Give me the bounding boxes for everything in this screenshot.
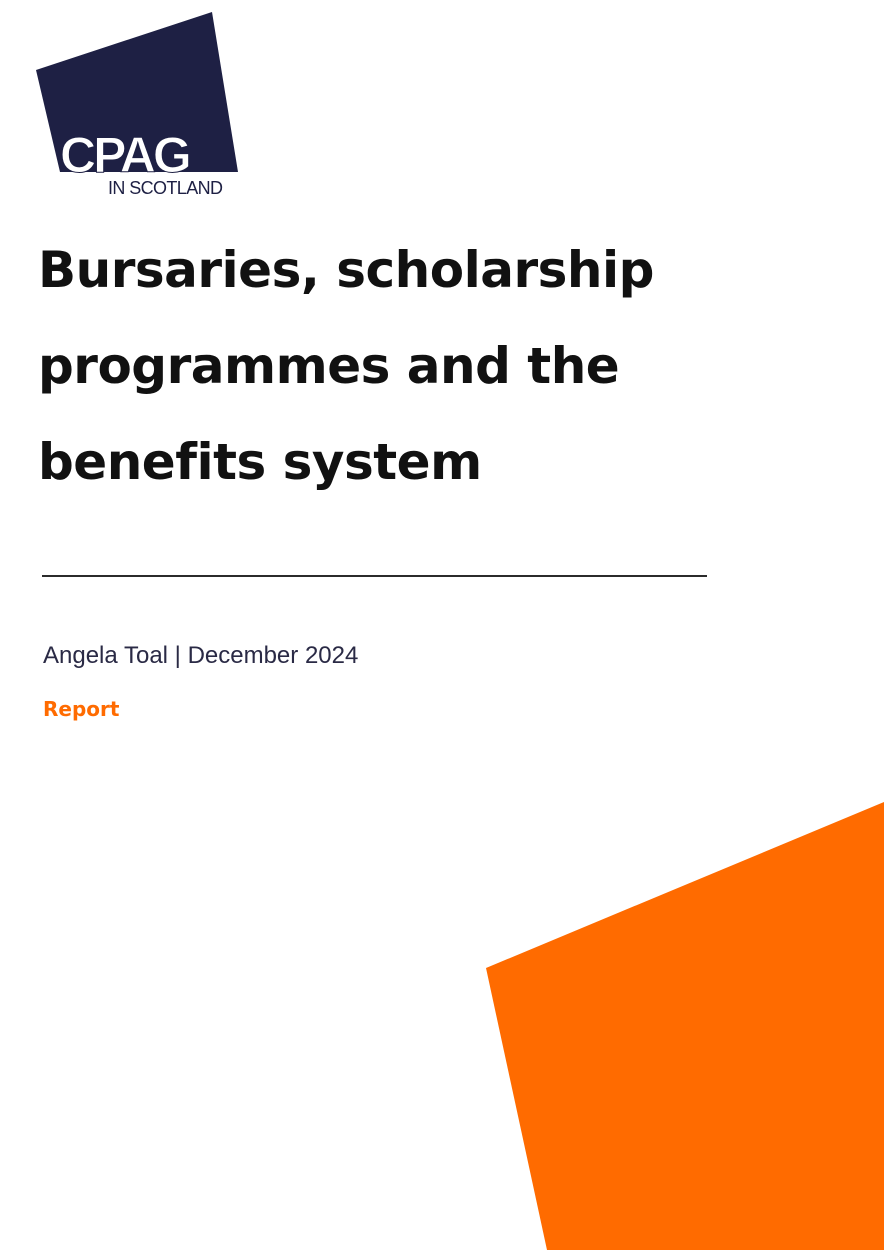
logo-subline: IN SCOTLAND (108, 178, 223, 198)
report-title-line: benefits system (38, 433, 482, 491)
document-type-label: Report (43, 697, 120, 721)
author-date-byline: Angela Toal | December 2024 (43, 642, 359, 669)
logo-wordmark: CPAG (60, 127, 189, 183)
cpag-logo-graphic (34, 12, 244, 202)
orange-polygon (486, 802, 884, 1250)
divider-line (42, 575, 707, 577)
cpag-logo (34, 12, 244, 202)
report-title-line: Bursaries, scholarship (38, 241, 654, 299)
report-title-line: programmes and the (38, 337, 620, 395)
report-title (38, 222, 758, 510)
